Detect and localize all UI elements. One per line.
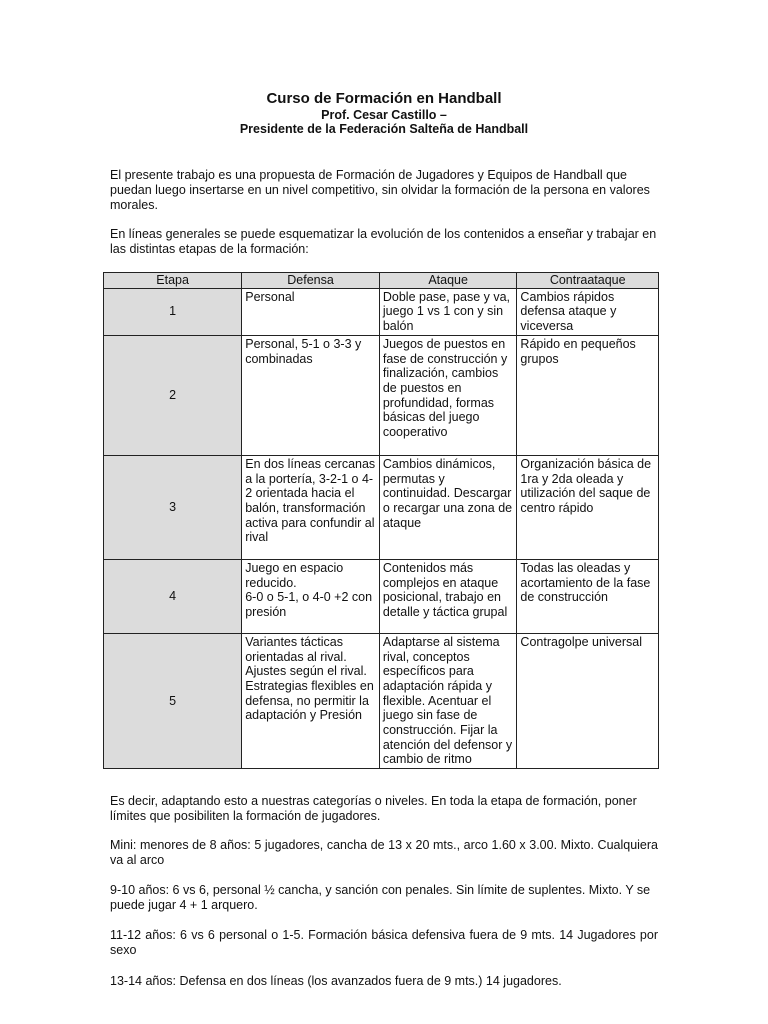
author-role: Presidente de la Federación Salteña de Handball xyxy=(239,122,529,136)
table-header-row xyxy=(104,273,659,289)
category-9-10-paragraph: 9-10 años: 6 vs 6, personal ½ cancha, y sanción con penales. Sin límite de suplentes. Mixto. Y se puede jugar 4 + 1 arquero. xyxy=(110,883,651,912)
table-row xyxy=(104,335,659,455)
table-row xyxy=(104,455,659,559)
defensa-cell: Personal, 5-1 o 3-3 y combinadas xyxy=(242,335,380,455)
header-etapa: Etapa xyxy=(104,273,242,289)
etapa-cell: 1 xyxy=(104,288,242,335)
contraataque-cell: Organización básica de 1ra y 2da oleada y utilización del saque de centro rápido xyxy=(517,455,659,559)
category-13-14-paragraph: 13-14 años: Defensa en dos líneas (los avanzados fuera de 9 mts.) 14 jugadores. xyxy=(110,974,562,988)
contraataque-cell: Todas las oleadas y acortamiento de la fase de construcción xyxy=(517,559,659,633)
header-defensa: Defensa xyxy=(242,273,380,289)
header-contraataque: Contraataque xyxy=(517,273,659,289)
header-ataque: Ataque xyxy=(379,273,517,289)
etapa-cell: 2 xyxy=(104,335,242,455)
ataque-cell: Contenidos más complejos en ataque posicional, trabajo en detalle y táctica grupal xyxy=(379,559,517,633)
contraataque-cell: Contragolpe universal xyxy=(517,633,659,768)
adaptation-paragraph: Es decir, adaptando esto a nuestras categorías o niveles. En toda la etapa de formación, poner límites que posibiliten la formación de jugadores. xyxy=(110,794,637,823)
ataque-cell: Juegos de puestos en fase de construcción y finalización, cambios de puestos en profundidad, formas básicas del juego cooperativo xyxy=(379,335,517,455)
author-line: Prof. Cesar Castillo – xyxy=(321,108,447,122)
intro-paragraph: El presente trabajo es una propuesta de Formación de Jugadores y Equipos de Handball que puedan luego insertarse en un nivel competitivo, sin olvidar la formación de la persona en valores morales. xyxy=(110,168,650,212)
contraataque-cell: Rápido en pequeños grupos xyxy=(517,335,659,455)
ataque-cell: Cambios dinámicos, permutas y continuidad. Descargar o recargar una zona de ataque xyxy=(379,455,517,559)
defensa-cell: Juego en espacio reducido. 6-0 o 5-1, o 4-0 +2 con presión xyxy=(242,559,380,633)
etapa-cell: 5 xyxy=(104,633,242,768)
table-intro-paragraph: En líneas generales se puede esquematizar la evolución de los contenidos a enseñar y trabajar en las distintas etapas de la formación: xyxy=(110,227,657,256)
table-row xyxy=(104,633,659,768)
defensa-cell: En dos líneas cercanas a la portería, 3-2-1 o 4-2 orientada hacia el balón, transformación activa para confundir al rival xyxy=(242,455,380,559)
etapa-cell: 4 xyxy=(104,559,242,633)
stages-table xyxy=(103,272,659,769)
table-row xyxy=(104,288,659,335)
contraataque-cell: Cambios rápidos defensa ataque y viceversa xyxy=(517,288,659,335)
mini-category-paragraph: Mini: menores de 8 años: 5 jugadores, cancha de 13 x 20 mts., arco 1.60 x 3.00. Mixto. Cualquiera va al arco xyxy=(110,838,658,867)
ataque-cell: Adaptarse al sistema rival, conceptos específicos para adaptación rápida y flexible. Acentuar el juego sin fase de construcción. Fijar la atención del defensor y cambio de ritmo xyxy=(379,633,517,768)
defensa-cell: Personal xyxy=(242,288,380,335)
table-row xyxy=(104,559,659,633)
ataque-cell: Doble pase, pase y va, juego 1 vs 1 con y sin balón xyxy=(379,288,517,335)
document-title: Curso de Formación en Handball xyxy=(266,90,502,107)
etapa-cell: 3 xyxy=(104,455,242,559)
defensa-cell: Variantes tácticas orientadas al rival. Ajustes según el rival. Estrategias flexibles en defensa, no permitir la adaptación y Presión xyxy=(242,633,380,768)
category-11-12-paragraph: 11-12 años: 6 vs 6 personal o 1-5. Formación básica defensiva fuera de 9 mts. 14 Jugadores por sexo xyxy=(110,928,658,957)
